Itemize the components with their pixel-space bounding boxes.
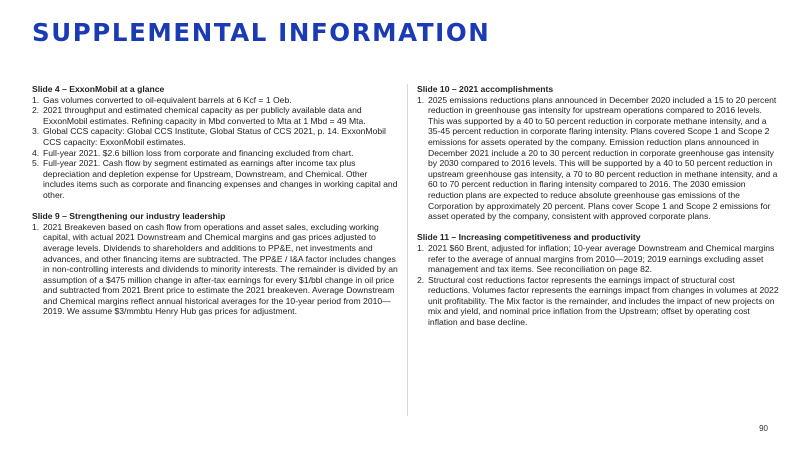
section-heading: Slide 11 – Increasing competitiveness and productivity bbox=[417, 232, 641, 243]
section-slide-9 bbox=[32, 211, 398, 317]
list-item bbox=[32, 148, 398, 159]
item-text: 2025 emissions reductions plans announced in December 2020 included a 15 to 20 percent reduction in greenhouse gas intensity for upstream operations compared to 2016 levels. This was supported by a 40 to 50 percent reduction in corporate methane intensity, and a 35-45 percent reduction in corporate flaring intensity. Plans covered Scope 1 and Scope 2 emissions for assets operated by the company. Emission reduction plans announced in December 2021 include a 20 to 30 percent reduction in corporate greenhouse gas intensity by 2030 compared to 2016 levels. This will be supported by a 40 to 50 percent reduction in upstream greenhouse gas intensity, a 70 to 80 percent reduction in methane intensity, and a 60 to 70 percent reduction in flaring intensity compared to 2016. The 2030 emission reduction plans are expected to reduce absolute greenhouse gas emissions of the Corporation by approximately 20 percent. Plans cover Scope 1 and Scope 2 emissions for asset operated by the company, consistent with approved corporate plans. bbox=[428, 94, 778, 222]
left-column bbox=[32, 84, 398, 328]
list-item bbox=[32, 126, 398, 147]
list-item bbox=[32, 158, 398, 200]
item-text: 2021 Breakeven based on cash flow from operations and asset sales, excluding working capital, with actual 2021 Downstream and Chemical margins and gas prices adjusted to average levels. Dividends to shareholders and additions to PP&E, net investments and advances, and other financing items are subtracted. The PP&E / I&A factor includes changes in non-controlling interests and dividends to minority interests. The remainder is divided by an assumption of a $475 million change in after-tax earnings for every $1/bbl change in oil price and subtracted from 2021 Brent price to estimate the 2021 breakeven. Average Downstream and Chemical margins reflect annual historical averages for the 10-year period from 2010—2019. We assume $3/mmbtu Henry Hub gas prices for adjustment. bbox=[43, 221, 398, 317]
item-text: Full-year 2021. $2.6 billion loss from corporate and financing excluded from chart. bbox=[43, 147, 354, 158]
item-number: 3. bbox=[32, 126, 40, 137]
item-text: Structural cost reductions factor represents the earnings impact of structural cost reductions. Volumes factor represents the earnings impact from changes in volumes at 2022 unit profitability. The Mix factor is the remainder, and includes the impact of new projects on mix and yield, and nominal price inflation from the Upstream; offset by operating cost inflation and base decline. bbox=[428, 274, 779, 328]
section-heading: Slide 4 – ExxonMobil at a glance bbox=[32, 84, 165, 94]
page-number: 90 bbox=[759, 424, 768, 433]
item-text: Full-year 2021. Cash flow by segment estimated as earnings after income tax plus depreciation and depletion expense for Upstream, Downstream, and Chemical. Other includes items such as corporate and financing expenses and changes in working capital and other. bbox=[43, 158, 398, 200]
list-item bbox=[417, 275, 779, 328]
item-number: 2. bbox=[417, 274, 425, 285]
item-number: 1. bbox=[32, 94, 40, 105]
item-number: 1. bbox=[417, 94, 425, 105]
item-number: 4. bbox=[32, 147, 40, 158]
section-slide-4 bbox=[32, 84, 398, 201]
list-item bbox=[417, 95, 779, 222]
item-text: Global CCS capacity: Global CCS Institute, Global Status of CCS 2021, p. 14. ExxonMobil CCS capacity: ExxonMobil estimates. bbox=[43, 126, 386, 147]
section-slide-10 bbox=[417, 84, 779, 222]
page-title: SUPPLEMENTAL INFORMATION bbox=[32, 18, 491, 47]
list-item bbox=[32, 105, 398, 126]
item-text: 2021 $60 Brent, adjusted for inflation; 10-year average Downstream and Chemical margins refer to the average of annual margins from 2010—2019; 2019 earnings excluding asset management and tax items. See reconciliation on page 82. bbox=[428, 242, 775, 275]
list-item bbox=[32, 222, 398, 317]
item-number: 2. bbox=[32, 105, 40, 116]
list-item bbox=[32, 95, 398, 106]
section-heading: Slide 10 – 2021 accomplishments bbox=[417, 84, 554, 94]
column-divider bbox=[407, 84, 408, 416]
section-slide-11 bbox=[417, 232, 779, 327]
item-number: 5. bbox=[32, 158, 40, 169]
item-text: 2021 throughput and estimated chemical capacity as per publicly available data and ExxonMobil estimates. Refining capacity in Mbd converted to Mta at 1 Mbd = 49 Mta. bbox=[43, 105, 366, 126]
item-number: 1. bbox=[32, 221, 40, 232]
list-item bbox=[417, 243, 779, 275]
section-heading: Slide 9 – Strengthening our industry leadership bbox=[32, 211, 226, 222]
right-column bbox=[417, 84, 779, 338]
item-number: 1. bbox=[417, 242, 425, 253]
item-text: Gas volumes converted to oil-equivalent barrels at 6 Kcf = 1 Oeb. bbox=[43, 94, 292, 105]
